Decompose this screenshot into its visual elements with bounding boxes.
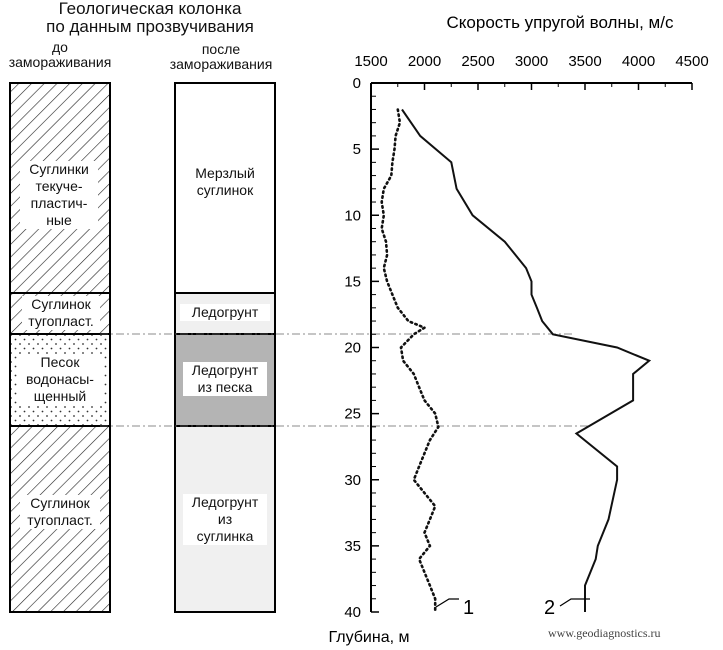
y-tick-label: 15 <box>344 273 361 291</box>
y-tick-label: 20 <box>344 339 361 357</box>
series-1-label: 1 <box>463 597 475 619</box>
title-line-2: по данным прозвучивания <box>46 17 254 36</box>
left-layer-1-line-4: ные <box>46 212 72 228</box>
y-ticks <box>344 75 379 621</box>
left-layer-2-line-1: Суглинок <box>31 296 91 312</box>
x-tick-label: 4500 <box>675 53 709 70</box>
right-layer-2-label <box>180 304 270 321</box>
x-tick-label: 4000 <box>621 53 656 70</box>
right-layer-1-line-1: Мерзлый <box>195 165 255 181</box>
left-layer-1-line-1: Суглинки <box>29 161 89 177</box>
y-tick-label: 0 <box>352 75 361 92</box>
title-line-1: Геологическая колонка <box>58 0 242 18</box>
left-layer-1-label <box>20 161 98 229</box>
series-1-leader <box>436 599 459 607</box>
x-tick-label: 2000 <box>407 53 442 70</box>
y-tick-label: 10 <box>344 207 361 225</box>
x-tick-label: 1500 <box>354 53 388 70</box>
left-layer-2-label <box>22 296 100 330</box>
right-layer-4-line-3: суглинка <box>196 528 254 544</box>
y-tick-label: 5 <box>352 141 361 159</box>
after-line-1: после <box>201 41 241 57</box>
left-layer-1-line-2: текуче- <box>35 178 83 194</box>
left-layer-3-label <box>18 354 102 405</box>
right-layer-1-label <box>185 165 265 199</box>
left-layer-1-line-3: пластич- <box>30 195 88 211</box>
before-line-2: замораживания <box>8 54 112 70</box>
right-layer-3-line-1: Ледогрунт <box>191 362 259 378</box>
before-line-1: до <box>52 39 68 55</box>
x-tick-label: 3000 <box>514 53 549 70</box>
y-tick-label: 40 <box>344 604 361 621</box>
chart <box>328 13 708 646</box>
left-layer-3-line-1: Песок <box>40 354 80 370</box>
series-1-line <box>382 110 439 613</box>
right-layer-3-label <box>183 362 267 396</box>
right-layer-1-line-2: суглинок <box>196 182 254 198</box>
watermark: www.geodiagnostics.ru <box>548 626 661 640</box>
y-tick-label: 30 <box>344 471 361 489</box>
right-layer-4-label <box>183 494 267 545</box>
y-axis-title: Глубина, м <box>328 629 410 646</box>
left-layer-4-line-2: тугопласт. <box>27 512 93 528</box>
left-layer-4-line-1: Суглинок <box>30 495 90 511</box>
series-2-label: 2 <box>544 597 556 619</box>
y-tick-label: 35 <box>344 537 361 555</box>
x-ticks <box>354 53 708 90</box>
left-layer-2-line-2: тугопласт. <box>28 313 94 329</box>
after-line-2: замораживания <box>169 56 273 72</box>
x-axis-title: Скорость упругой волны, м/с <box>446 13 674 32</box>
x-tick-label: 2500 <box>461 53 495 70</box>
right-layer-3-line-2: из песка <box>197 379 253 395</box>
right-layer-4-line-1: Ледогрунт <box>191 494 259 510</box>
left-layer-3-line-3: щенный <box>33 388 87 404</box>
x-tick-label: 3500 <box>568 53 602 70</box>
series-2-line <box>402 110 649 613</box>
left-layer-3-line-2: водонасы- <box>26 371 94 387</box>
left-layer-4-label <box>20 495 100 529</box>
y-tick-label: 25 <box>344 405 361 423</box>
right-layer-2-line-1: Ледогрунт <box>191 304 259 320</box>
right-layer-4-line-2: из <box>217 511 233 527</box>
